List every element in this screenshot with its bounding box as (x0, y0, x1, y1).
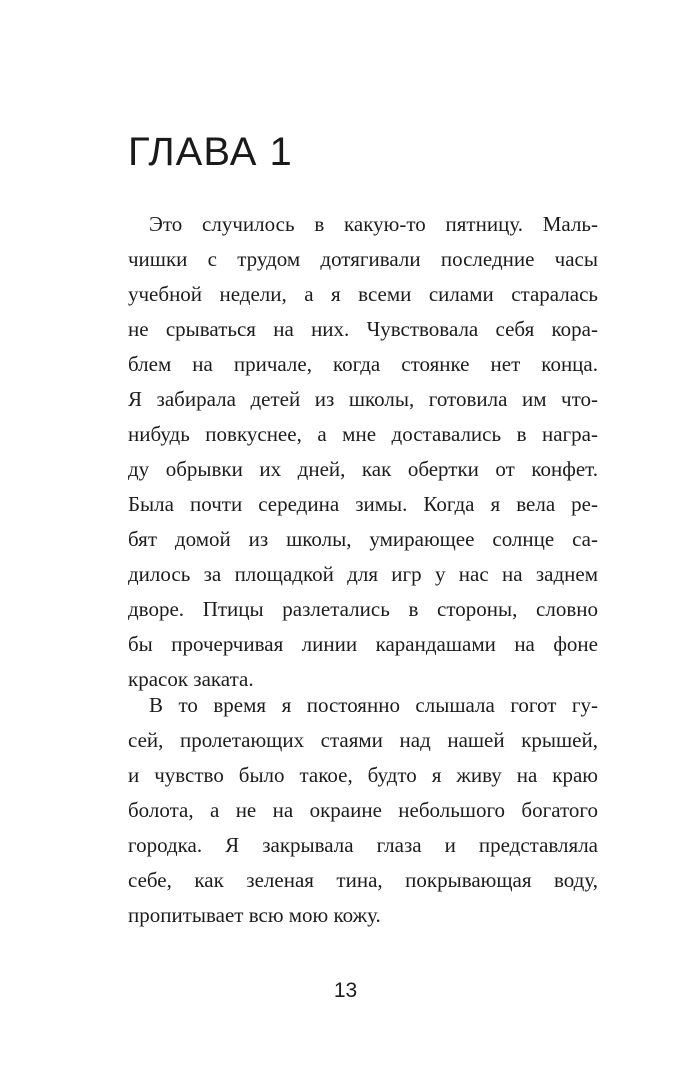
text-line: учебной недели, а я всеми силами старалась (128, 282, 598, 306)
chapter-title: ГЛАВА 1 (128, 130, 293, 174)
text-line: Я забирала детей из школы, готовила им что- (128, 387, 598, 411)
text-line: В то время я постоянно слышала гогот гу- (149, 693, 598, 717)
text-line: бят домой из школы, умирающее солнце са- (128, 527, 598, 551)
text-line: и чувство было такое, будто я живу на краю (128, 763, 598, 787)
text-line: Была почти середина зимы. Когда я вела ре- (128, 492, 598, 516)
text-line: пропитывает всю мою кожу. (128, 903, 381, 927)
text-line: нибудь повкуснее, а мне доставались в награ- (128, 422, 598, 446)
text-line: сей, пролетающих стаями над нашей крышей, (128, 728, 598, 752)
text-line: блем на причале, когда стоянке нет конца. (128, 352, 598, 376)
text-line: дилось за площадкой для игр у нас на заднем (128, 562, 598, 586)
text-line: бы прочерчивая линии карандашами на фоне (128, 632, 598, 656)
text-line: дворе. Птицы разлетались в стороны, словно (128, 597, 598, 621)
text-line: городка. Я закрывала глаза и представляла (128, 833, 598, 857)
text-line: себе, как зеленая тина, покрывающая воду, (128, 868, 598, 892)
text-line: ду обрывки их дней, как обертки от конфет. (128, 457, 598, 481)
text-line: не срываться на них. Чувствовала себя кора- (128, 317, 598, 341)
page-number: 13 (333, 979, 358, 1002)
text-line: Это случилось в какую-то пятницу. Маль- (149, 212, 598, 236)
text-line: красок заката. (128, 667, 254, 691)
text-line: болота, а не на окраине небольшого богатого (128, 798, 598, 822)
text-line: чишки с трудом дотягивали последние часы (128, 247, 598, 271)
